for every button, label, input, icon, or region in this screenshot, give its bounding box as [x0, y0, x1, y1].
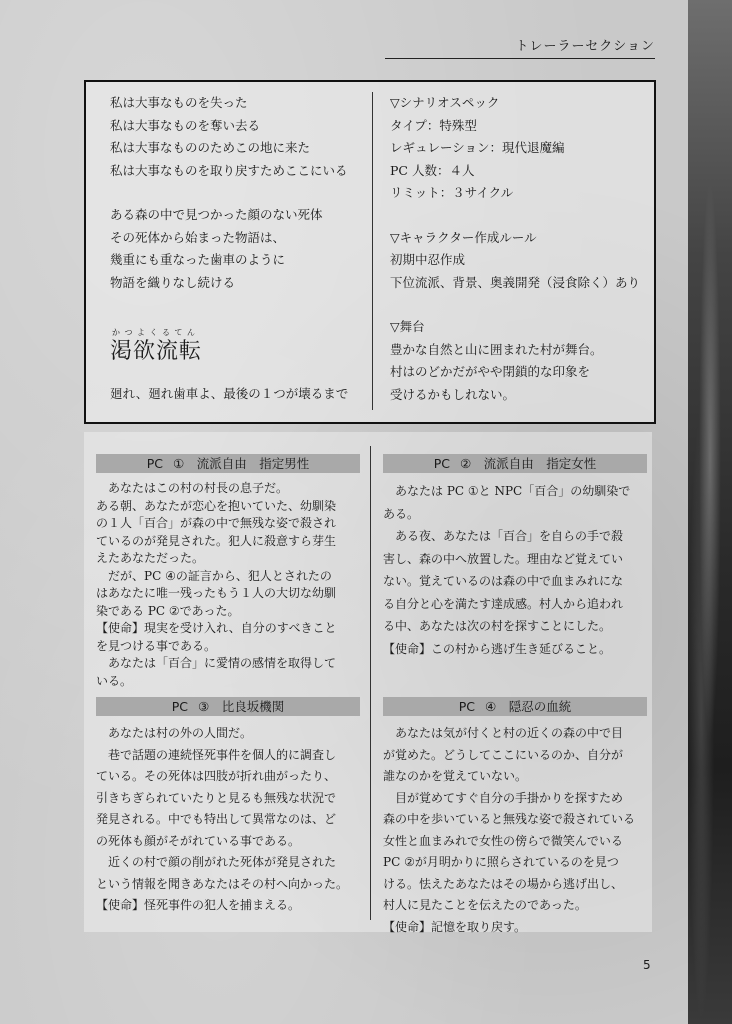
- spec-line: 受けるかもしれない。: [390, 386, 516, 402]
- pc2-line: る自分と心を満たす達成感。村人から追われ: [383, 596, 624, 611]
- pc4-handout: [383, 697, 647, 938]
- pc2-handout: [383, 454, 647, 660]
- pc4-line: が覚めた。どうしてここにいるのか、自分が: [383, 747, 624, 762]
- pc1-line: ているのが発見された。犯人に殺意すら芽生: [96, 533, 337, 548]
- spec-line: 下位流派、背景、奥義開発（浸食除く）あり: [390, 274, 641, 290]
- pc3-line: ている。その死体は四肢が折れ曲がったり、: [96, 769, 337, 783]
- spec-line: ▽舞台: [390, 319, 425, 334]
- pc3-line: 【使命】怪死事件の犯人を捕まえる。: [96, 898, 301, 912]
- pc3-line: という情報を聞きあなたはその村へ向かった。: [96, 876, 349, 891]
- pc1-line: あなたはこの村の村長の息子だ。: [96, 481, 289, 495]
- pc2-line: ない。覚えているのは森の中で血まみれにな: [383, 574, 624, 588]
- pc4-line: 女性と血まみれで女性の傍らで微笑んでいる: [383, 833, 623, 848]
- pc1-line: ある朝、あなたが恋心を抱いていた、幼馴染: [96, 498, 337, 513]
- pc4-line: 目が覚めてすぐ自分の手掛かりを探すため: [383, 790, 624, 805]
- pc4-line: 誰なのかを覚えていない。: [383, 769, 528, 783]
- poem-line: ある森の中で見つかった顔のない死体: [110, 207, 323, 222]
- pc3-header: PC ③ 比良坂機関: [96, 697, 360, 716]
- decorative-side-strip: [688, 0, 732, 1024]
- pc4-line: PC ②が月明かりに照らされているのを見つ: [383, 855, 619, 869]
- column-divider: [370, 446, 371, 920]
- poem-line: 幾重にも重なった歯車のように: [110, 252, 286, 267]
- pc2-line: ある夜、あなたは「百合」を自らの手で殺: [383, 529, 624, 543]
- pc3-line: あなたは村の外の人間だ。: [96, 726, 253, 740]
- pc4-header: PC ④ 隠忍の血統: [383, 697, 647, 716]
- pc1-header: PC ① 流派自由 指定男性: [96, 454, 360, 473]
- spec-line: 村はのどかだがやや閉鎖的な印象を: [390, 364, 591, 379]
- pc4-line: 【使命】記憶を取り戻す。: [383, 919, 527, 934]
- pc3-line: 引きちぎられていたりと見るも無残な状況で: [96, 790, 337, 805]
- pc3-line: の死体も顔がそがれている事である。: [96, 833, 301, 848]
- pc2-line: あなたは PC ①と NPC「百合」の幼馴染で: [383, 484, 631, 498]
- pc2-line: ある。: [383, 506, 420, 521]
- poem-line: 私は大事なものを取り戻すためここにいる: [110, 162, 348, 178]
- page-number: 5: [643, 958, 651, 972]
- pc2-line: 害し、森の中へ放置した。理由など覚えてい: [383, 551, 624, 566]
- poem-line: 私は大事なものを奪い去る: [110, 117, 261, 133]
- spec-line: レギュレーション：現代退魔編: [390, 140, 565, 155]
- poem-line: 物語を織りなし続ける: [110, 274, 236, 290]
- pc1-handout: [96, 454, 360, 690]
- section-header: トレーラーセクション: [385, 36, 655, 59]
- pc2-line: 【使命】この村から逃げ生き延びること。: [383, 641, 612, 656]
- pc1-line: あなたは「百合」に愛情の感情を取得して: [96, 656, 337, 670]
- pc1-line: えたあなただった。: [96, 551, 205, 565]
- spec-gap: [390, 294, 650, 316]
- spec-line: タイプ：特殊型: [390, 117, 477, 133]
- pc3-line: 発見される。中でも特出して異常なのは、ど: [96, 812, 337, 826]
- title-ruby: かつよくるてん: [112, 328, 200, 337]
- spec-line: 初期中忍作成: [390, 252, 466, 267]
- pc1-line: を見つける事である。: [96, 638, 217, 653]
- scenario-title-block: [110, 328, 202, 366]
- spec-line: リミット：３サイクル: [390, 185, 514, 200]
- pc2-body: [383, 480, 647, 660]
- trailer-box: [84, 80, 656, 424]
- pc3-body: [96, 723, 360, 917]
- pc3-line: 巷で話題の連続怪死事件を個人的に調査し: [96, 747, 337, 762]
- pc3-handout: [96, 697, 360, 917]
- scenario-spec: [390, 92, 650, 406]
- spec-line: PC 人数：４人: [390, 162, 475, 178]
- pc2-line: る中、あなたは次の村を探すことにした。: [383, 619, 612, 633]
- poem-line: 私は大事なものを失った: [110, 95, 248, 110]
- pc4-line: あなたは気が付くと村の近くの森の中で目: [383, 726, 624, 740]
- poem-line: その死体から始まった物語は、: [110, 229, 286, 245]
- pc1-body: [96, 480, 360, 690]
- pc1-line: の１人「百合」が森の中で無残な姿で殺され: [96, 516, 337, 530]
- spec-line: 豊かな自然と山に囲まれた村が舞台。: [390, 341, 603, 357]
- pc4-line: ける。怯えたあなたはその場から逃げ出し、: [383, 876, 624, 891]
- scenario-tagline: 廻れ、廻れ歯車よ、最後の１つが壊るまで: [110, 386, 349, 401]
- spec-line: ▽シナリオスペック: [390, 95, 500, 110]
- trailer-poem: [110, 92, 360, 294]
- pc1-line: はあなたに唯一残ったもう１人の大切な幼馴: [96, 586, 337, 600]
- pc2-header: PC ② 流派自由 指定女性: [383, 454, 647, 473]
- scenario-title: 渇欲流転: [110, 339, 203, 364]
- pc1-line: いる。: [96, 673, 133, 688]
- pc1-line: だが、PC ④の証言から、犯人とされたの: [96, 568, 332, 583]
- pc4-line: 森の中を歩いていると無残な姿で殺されている: [383, 812, 636, 826]
- trailer-divider: [372, 92, 373, 410]
- pc1-line: 染である PC ②であった。: [96, 603, 240, 618]
- pc3-line: 近くの村で顔の削がれた死体が発見された: [96, 855, 337, 869]
- poem-gap: [110, 182, 360, 204]
- spec-line: ▽キャラクター作成ルール: [390, 229, 537, 245]
- spec-gap: [390, 205, 650, 227]
- poem-line: 私は大事なもののためこの地に来た: [110, 140, 311, 155]
- pc1-line: 【使命】現実を受け入れ、自分のすべきこと: [96, 621, 337, 635]
- pc4-line: 村人に見たことを伝えたのであった。: [383, 898, 587, 912]
- pc4-body: [383, 723, 647, 938]
